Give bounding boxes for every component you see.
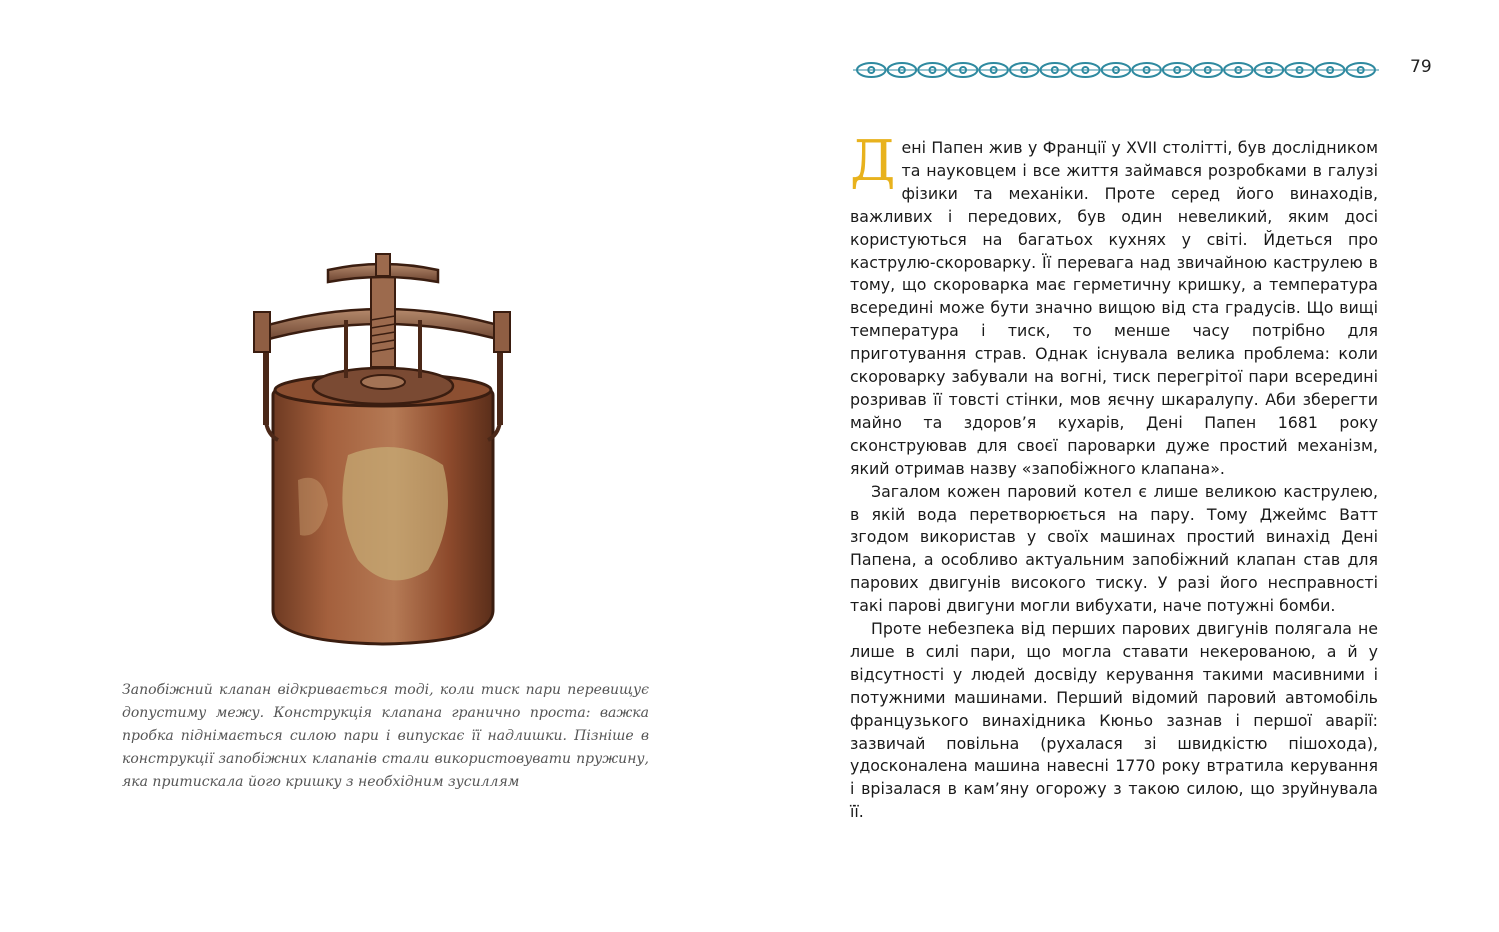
- paragraph-1: [850, 129, 1378, 481]
- page-number: 79: [1410, 57, 1432, 77]
- paragraph-3: Проте небезпека від перших парових двигунів полягала не лише в силі пари, що могла ставати некерованою, а й у відсутності у людей досвіду керування такими масивними і потужними машинами. Перший відомий паровий автомобіль французького винахідника Кюньо зазнав і першої аварії: зазвичай повільна (рухалася зі швидкістю пішохода), удосконалена машина навесні 1770 року втратила керування і врізалася в кам’яну огорожу з такою силою, що зруйнувала її.: [850, 619, 1378, 822]
- drop-cap: Д: [850, 129, 896, 194]
- pressure-cooker-illustration: [228, 250, 538, 655]
- article-body: [850, 129, 1378, 824]
- paragraph-1-text: ені Папен жив у Франції у XVII столітті, був дослідником та науковцем і все життя займався розробками в галузі фізики та механіки. Проте серед його винаходів, важливих і передових, був один невеликий, яким досі користуються на багатьох кухнях у світі. Йдеться про каструлю-скороварку. Її перевага над звичайною каструлею в тому, що скороварка має герметичну кришку, а температура всередині може бути значно вищою від ста градусів. Що вищі температура і тиск, то менше часу потрібно для приготування страв. Однак існувала велика проблема: коли скороварку забували на вогні, тиск перегрітої пари всередині розривав її товсті стінки, мов яєчну шкаралупу. Аби зберегти майно та здоров’я кухарів, Дені Папен 1681 року сконструював для своєї пароварки дуже простий механізм, який отримав назву «запобіжного клапана».: [850, 138, 1378, 478]
- figure-caption: Запобіжний клапан відкривається тоді, коли тиск пари перевищує допустиму межу. Конструкція клапана гранично проста: важка пробка піднімається силою пари і випускає її надлишки. Пізніше в конструкції запобіжних клапанів стали використовувати пружину, яка притискала його кришку з необхідним зусиллям: [122, 682, 649, 790]
- paragraph-2: Загалом кожен паровий котел є лише великою каструлею, в якій вода перетворюється на пару. Тому Джеймс Ватт згодом використав у своїх машинах простий винахід Дені Папена, а особливо актуальним запобіжний клапан став для парових двигунів високого тиску. У разі його несправності такі парові двигуни могли вибухати, наче потужні бомби.: [850, 481, 1378, 616]
- chain-ornament-icon: [851, 58, 1381, 82]
